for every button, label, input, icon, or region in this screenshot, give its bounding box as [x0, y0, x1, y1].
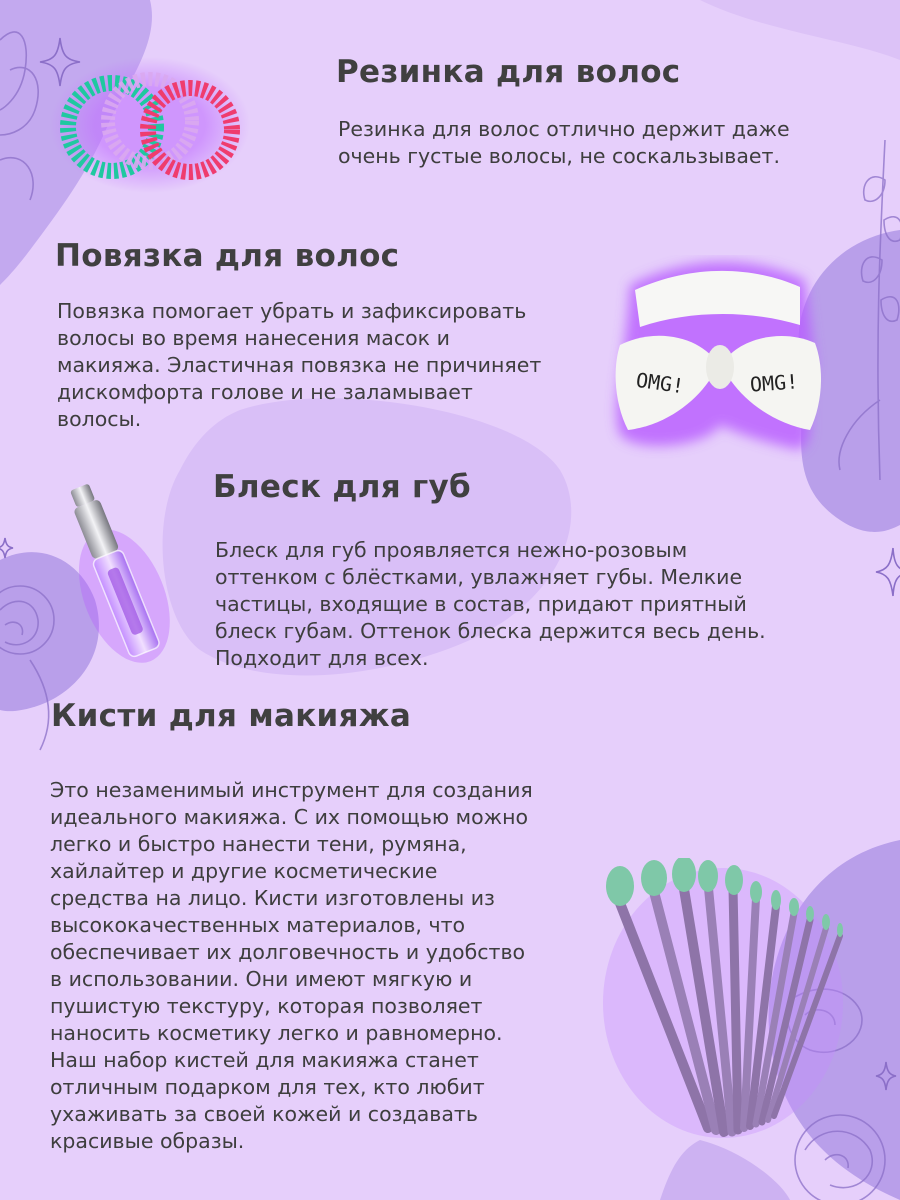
- section-description-lip-gloss: Блеск для губ проявляется нежно-розовым оттенком с блёстками, увлажняет губы. Мелкие частицы, входящие в состав, придают приятный блеск губам. Оттенок блеска держится весь день. Подходит для всех.: [215, 538, 766, 670]
- hair-tie-icon: [50, 55, 250, 195]
- section-title-lip-gloss: Блеск для губ: [213, 469, 471, 505]
- section-description-makeup-brushes: Это незаменимый инструмент для создания идеального макияжа. С их помощью можно легко и быстро нанести тени, румяна, хайлайтер и другие косметические средства на лицо. Кисти изготовлены из высококачественных материалов, что обеспечивает их долговечность и удобство в использовании. Они имеют мягкую и пушистую текстуру, которая позволяет наносить косметику легко и равномерно. Наш набор кистей для макияжа станет отличным подарком для тех, кто любит ухаживать за своей кожей и создавать красивые образы.: [50, 778, 533, 1153]
- section-title-makeup-brushes: Кисти для макияжа: [51, 698, 412, 734]
- headband-icon: [600, 255, 840, 465]
- headband-label-left: OMG!: [634, 367, 686, 399]
- headband-label-right: OMG!: [749, 369, 799, 397]
- section-title-hair-tie: Резинка для волос: [336, 54, 681, 90]
- section-description-headband: Повязка помогает убрать и зафиксировать волосы во время нанесения масок и макияжа. Эластичная повязка не причиняет дискомфорта голове и не заламывает волосы.: [57, 299, 542, 431]
- lip-gloss-icon: [40, 478, 190, 668]
- section-description-hair-tie: Резинка для волос отлично держит даже очень густые волосы, не соскальзывает.: [338, 117, 790, 168]
- section-title-headband: Повязка для волос: [55, 238, 400, 274]
- makeup-brushes-icon: [598, 858, 848, 1148]
